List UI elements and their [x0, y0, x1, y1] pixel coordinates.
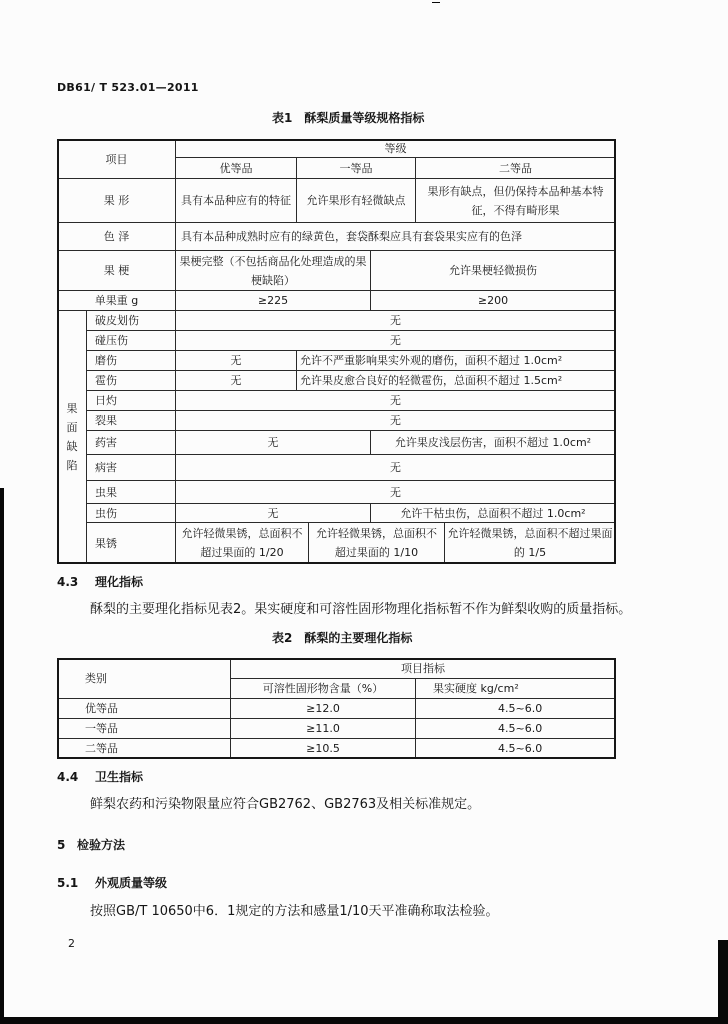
- t1-crack-label: 裂果: [86, 410, 176, 431]
- t1-insect-fruit-all: 无: [175, 480, 616, 504]
- t1-disease-label: 病害: [86, 454, 176, 481]
- t1-insect-injury-label: 虫伤: [86, 503, 176, 523]
- scan-edge-left: [0, 488, 4, 1024]
- table1-title: 表1 酥梨质量等级规格指标: [272, 111, 425, 125]
- t1-chemical-second: 允许果皮浅层伤害，面积不超过 1.0cm²: [370, 430, 616, 455]
- t1-grade-header: 等级: [175, 139, 616, 158]
- t1-bruise-all: 无: [175, 330, 616, 351]
- t1-sunburn-all: 无: [175, 390, 616, 411]
- section-4-3-title: 理化指标: [95, 575, 144, 589]
- t1-grade-premium: 优等品: [175, 157, 297, 179]
- t2-firmness-header: 果实硬度 kg/cm²: [415, 678, 616, 699]
- t1-grade-second: 二等品: [415, 157, 616, 179]
- table-2: [57, 658, 616, 759]
- t1-scratch-label: 破皮划伤: [86, 310, 176, 331]
- t1-disease-all: 无: [175, 454, 616, 481]
- t1-stem-second: 允许果梗轻微损伤: [370, 250, 616, 291]
- t1-rub-premium: 无: [175, 350, 297, 371]
- t1-grade-first: 一等品: [296, 157, 416, 179]
- scan-mark-top: [432, 2, 440, 3]
- t2-row-firmness: 4.5~6.0: [415, 718, 616, 739]
- t2-row-firmness: 4.5~6.0: [415, 698, 616, 719]
- section-4-4-text: 鲜梨农药和污染物限量应符合GB2762、GB2763及相关标准规定。: [90, 797, 481, 812]
- t1-defects-label: 果面缺陷: [66, 402, 78, 472]
- section-5-number: 5: [57, 838, 66, 852]
- t1-insect-injury-premium-first: 无: [175, 503, 371, 523]
- t1-defects-label-cell: [57, 310, 87, 564]
- t2-indicator-header: 项目指标: [230, 658, 616, 679]
- t1-stem-label: 果 梗: [57, 250, 176, 291]
- t2-row-soluble: ≥12.0: [230, 698, 416, 719]
- section-4-4-title: 卫生指标: [95, 770, 144, 784]
- t1-weight-second: ≥200: [370, 290, 616, 311]
- page-number: 2: [68, 937, 75, 950]
- t1-rub-first-second: 允许不严重影响果实外观的磨伤，面积不超过 1.0cm²: [296, 350, 616, 371]
- t2-category-header: 类别: [57, 658, 231, 699]
- t1-hail-first-second: 允许果皮愈合良好的轻微雹伤，总面积不超过 1.5cm²: [296, 370, 616, 391]
- t1-insect-injury-second: 允许干枯虫伤，总面积不超过 1.0cm²: [370, 503, 616, 523]
- t2-row-soluble: ≥11.0: [230, 718, 416, 739]
- t1-russet-first: 允许轻微果锈，总面积不超过果面的 1/10: [308, 522, 445, 564]
- t1-hail-premium: 无: [175, 370, 297, 391]
- t2-row-grade: 优等品: [57, 698, 231, 719]
- t1-color-label: 色 泽: [57, 222, 176, 251]
- section-5-1-text: 按照GB/T 10650中6．1规定的方法和感量1/10天平准确称取法检验。: [90, 904, 499, 919]
- t2-soluble-header: 可溶性固形物含量（%）: [230, 678, 416, 699]
- scan-edge-right: [718, 940, 728, 1024]
- t1-scratch-all: 无: [175, 310, 616, 331]
- t1-shape-first: 允许果形有轻微缺点: [296, 178, 416, 223]
- section-5-title: 检验方法: [77, 838, 126, 852]
- t1-crack-all: 无: [175, 410, 616, 431]
- t1-item-header: 项目: [57, 139, 176, 179]
- t2-row-grade: 一等品: [57, 718, 231, 739]
- table2-title: 表2 酥梨的主要理化指标: [272, 631, 413, 645]
- t1-chemical-label: 药害: [86, 430, 176, 455]
- t2-row-soluble: ≥10.5: [230, 738, 416, 759]
- t1-weight-premium-first: ≥225: [175, 290, 371, 311]
- section-5-1-number: 5.1: [57, 876, 79, 890]
- t1-bruise-label: 碰压伤: [86, 330, 176, 351]
- t2-row-grade: 二等品: [57, 738, 231, 759]
- t1-russet-second: 允许轻微果锈，总面积不超过果面的 1/5: [444, 522, 616, 564]
- t1-sunburn-label: 日灼: [86, 390, 176, 411]
- t2-row-firmness: 4.5~6.0: [415, 738, 616, 759]
- table-1: [57, 139, 616, 564]
- t1-russet-premium: 允许轻微果锈，总面积不超过果面的 1/20: [175, 522, 309, 564]
- section-4-3-text: 酥梨的主要理化指标见表2。果实硬度和可溶性固形物理化指标暂不作为鲜梨收购的质量指标。: [90, 602, 632, 617]
- t1-chemical-premium-first: 无: [175, 430, 371, 455]
- t1-insect-fruit-label: 虫果: [86, 480, 176, 504]
- t1-color-all: 具有本品种成熟时应有的绿黄色，套袋酥梨应具有套袋果实应有的色泽: [175, 222, 616, 251]
- t1-shape-second: 果形有缺点，但仍保持本品种基本特征，不得有畸形果: [415, 178, 616, 223]
- t1-rub-label: 磨伤: [86, 350, 176, 371]
- standard-code: DB61/ T 523.01—2011: [57, 81, 199, 94]
- section-5-1-title: 外观质量等级: [95, 876, 168, 890]
- t1-weight-label: 单果重 g: [57, 290, 176, 311]
- scan-edge-bottom: [0, 1017, 728, 1024]
- t1-shape-premium: 具有本品种应有的特征: [175, 178, 297, 223]
- t1-russet-label: 果锈: [86, 522, 176, 564]
- t1-hail-label: 雹伤: [86, 370, 176, 391]
- t1-stem-premium-first: 果梗完整（不包括商品化处理造成的果梗缺陷）: [175, 250, 371, 291]
- section-4-3-number: 4.3: [57, 575, 79, 589]
- section-4-4-number: 4.4: [57, 770, 79, 784]
- t1-shape-label: 果 形: [57, 178, 176, 223]
